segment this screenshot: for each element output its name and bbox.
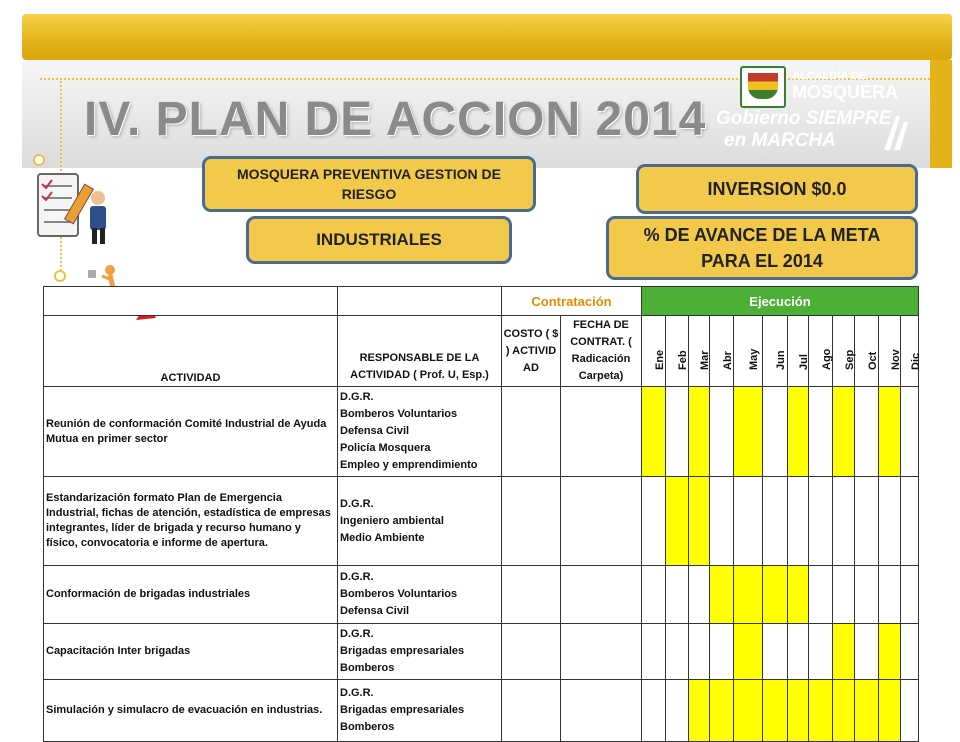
actividad-cell: Reunión de conformación Comité Industrial de Ayuda Mutua en primer sector <box>44 387 338 477</box>
logo-line-2: MOSQUERA <box>792 82 899 102</box>
month-cell-dic <box>901 477 919 566</box>
responsable-line: Ingeniero ambiental <box>340 514 444 527</box>
month-cell-may <box>734 566 763 624</box>
month-cell-may <box>734 477 763 566</box>
month-cell-ago <box>809 566 833 624</box>
month-header-ago: Ago <box>809 316 833 387</box>
month-cell-mar <box>689 680 710 742</box>
checklist-icon <box>34 168 118 248</box>
month-cell-feb <box>666 624 689 680</box>
month-cell-feb <box>666 477 689 566</box>
table-row <box>44 680 919 742</box>
table-body <box>44 387 919 742</box>
month-cell-dic <box>901 680 919 742</box>
costo-cell <box>502 387 561 477</box>
month-cell-jul <box>788 477 809 566</box>
month-cell-jul <box>788 624 809 680</box>
month-header-oct: Oct <box>855 316 879 387</box>
group-header-row <box>44 287 919 316</box>
month-header-nov: Nov <box>879 316 901 387</box>
month-cell-ene <box>642 387 666 477</box>
slogan-line-2: en MARCHA <box>724 130 836 151</box>
responsable-cell <box>338 566 502 624</box>
logo-line-1: ALCALDÍA DE <box>792 70 867 82</box>
month-cell-ene <box>642 624 666 680</box>
month-cell-oct <box>855 387 879 477</box>
responsable-line: Empleo y emprendimiento <box>340 459 478 471</box>
blank-header-cell <box>338 287 502 316</box>
fecha-header: FECHA DE CONTRAT. ( Radicación Carpeta) <box>561 316 642 387</box>
actividad-cell: Capacitación Inter brigadas <box>44 624 338 680</box>
month-cell-sep <box>833 477 855 566</box>
decorative-ring <box>33 154 45 166</box>
blank-header-cell <box>44 287 338 316</box>
responsable-cell <box>338 680 502 742</box>
responsable-line: D.G.R. <box>340 628 374 640</box>
contratacion-header: Contratación <box>502 287 642 316</box>
costo-header: COSTO ( $ ) ACTIVID AD <box>502 316 561 387</box>
month-cell-mar <box>689 387 710 477</box>
program-pill: MOSQUERA PREVENTIVA GESTION DE RIESGO <box>202 156 536 212</box>
actividad-cell: Simulación y simulacro de evacuación en industrias. <box>44 680 338 742</box>
month-cell-may <box>734 624 763 680</box>
month-cell-jul <box>788 680 809 742</box>
month-cell-jun <box>763 387 788 477</box>
month-header-dic: Dic <box>901 316 919 387</box>
month-header-abr: Abr <box>710 316 734 387</box>
responsable-cell <box>338 477 502 566</box>
month-cell-may <box>734 387 763 477</box>
month-cell-ago <box>809 387 833 477</box>
month-cell-ago <box>809 680 833 742</box>
month-cell-feb <box>666 387 689 477</box>
month-cell-jun <box>763 624 788 680</box>
month-header-feb: Feb <box>666 316 689 387</box>
responsable-line: Brigadas empresariales <box>340 645 465 657</box>
responsable-line: Bomberos <box>340 721 395 733</box>
month-cell-mar <box>689 566 710 624</box>
decorative-ring <box>54 270 66 282</box>
actividad-cell: Estandarización formato Plan de Emergencia Industrial, fichas de atención, estadística de empresas integrantes, líder de brigada y recurso humano y físico, convocatoria e informe de apertura. <box>44 477 338 566</box>
marcha-arrow-icon <box>882 112 912 152</box>
page-title: IV. PLAN DE ACCION 2014 <box>84 93 707 146</box>
month-cell-abr <box>710 680 734 742</box>
responsable-line: Brigadas empresariales <box>340 704 465 716</box>
fecha-cell <box>561 680 642 742</box>
fecha-cell <box>561 477 642 566</box>
responsable-header: RESPONSABLE DE LA ACTIVIDAD ( Prof. U, Esp.) <box>338 316 502 387</box>
responsable-line: Defensa Civil <box>340 425 410 437</box>
month-cell-abr <box>710 387 734 477</box>
month-cell-jun <box>763 680 788 742</box>
responsable-line: D.G.R. <box>340 571 374 583</box>
action-plan-table <box>43 286 922 742</box>
month-cell-ene <box>642 680 666 742</box>
month-cell-jun <box>763 477 788 566</box>
top-banner <box>22 14 952 60</box>
month-cell-mar <box>689 477 710 566</box>
costo-cell <box>502 477 561 566</box>
month-cell-feb <box>666 680 689 742</box>
month-cell-dic <box>901 624 919 680</box>
month-header-mar: Mar <box>689 316 710 387</box>
month-header-sep: Sep <box>833 316 855 387</box>
month-cell-nov <box>879 624 901 680</box>
table-row <box>44 566 919 624</box>
month-cell-dic <box>901 387 919 477</box>
month-cell-nov <box>879 477 901 566</box>
responsable-line: Medio Ambiente <box>340 531 425 544</box>
table-row <box>44 624 919 680</box>
month-cell-sep <box>833 566 855 624</box>
month-cell-sep <box>833 624 855 680</box>
month-cell-nov <box>879 566 901 624</box>
responsable-line: Policía Mosquera <box>340 442 431 454</box>
inversion-pill: INVERSION $0.0 <box>636 164 918 214</box>
month-cell-oct <box>855 477 879 566</box>
responsable-cell <box>338 387 502 477</box>
month-cell-sep <box>833 387 855 477</box>
month-cell-dic <box>901 566 919 624</box>
month-header-may: May <box>734 316 763 387</box>
responsable-line: Defensa Civil <box>340 605 410 617</box>
month-cell-jul <box>788 566 809 624</box>
month-cell-abr <box>710 566 734 624</box>
month-cell-oct <box>855 566 879 624</box>
month-header-jul: Jul <box>788 316 809 387</box>
costo-cell <box>502 624 561 680</box>
costo-cell <box>502 680 561 742</box>
month-header-ene: Ene <box>642 316 666 387</box>
month-cell-ago <box>809 624 833 680</box>
fecha-cell <box>561 387 642 477</box>
column-header-row <box>44 316 919 387</box>
month-header-jun: Jun <box>763 316 788 387</box>
month-cell-abr <box>710 624 734 680</box>
month-cell-may <box>734 680 763 742</box>
side-band <box>930 60 952 168</box>
month-cell-feb <box>666 566 689 624</box>
month-cell-mar <box>689 624 710 680</box>
month-cell-sep <box>833 680 855 742</box>
table-row <box>44 477 919 566</box>
slogan-line-1: Gobierno SIEMPRE <box>716 108 892 129</box>
month-cell-abr <box>710 477 734 566</box>
responsable-line: D.G.R. <box>340 497 374 510</box>
fecha-cell <box>561 566 642 624</box>
responsable-line: Bomberos Voluntarios <box>340 408 458 420</box>
responsable-line: D.G.R. <box>340 391 374 403</box>
mosquera-logo <box>716 64 926 164</box>
month-cell-oct <box>855 624 879 680</box>
responsable-line: Bomberos <box>340 662 395 674</box>
month-cell-ene <box>642 566 666 624</box>
actividad-header: ACTIVIDAD <box>44 316 338 387</box>
responsable-cell <box>338 624 502 680</box>
responsable-line: Bomberos Voluntarios <box>340 588 458 600</box>
month-cell-jun <box>763 566 788 624</box>
actividad-cell: Conformación de brigadas industriales <box>44 566 338 624</box>
coat-of-arms-icon <box>740 66 786 108</box>
avance-pill: % DE AVANCE DE LA META PARA EL 2014 <box>606 216 918 280</box>
month-cell-ene <box>642 477 666 566</box>
responsable-line: D.G.R. <box>340 687 374 699</box>
sector-pill: INDUSTRIALES <box>246 216 512 264</box>
month-cell-jul <box>788 387 809 477</box>
ejecucion-header: Ejecución <box>642 287 919 316</box>
costo-cell <box>502 566 561 624</box>
month-cell-nov <box>879 387 901 477</box>
month-cell-oct <box>855 680 879 742</box>
month-cell-nov <box>879 680 901 742</box>
month-cell-ago <box>809 477 833 566</box>
fecha-cell <box>561 624 642 680</box>
table-row <box>44 387 919 477</box>
